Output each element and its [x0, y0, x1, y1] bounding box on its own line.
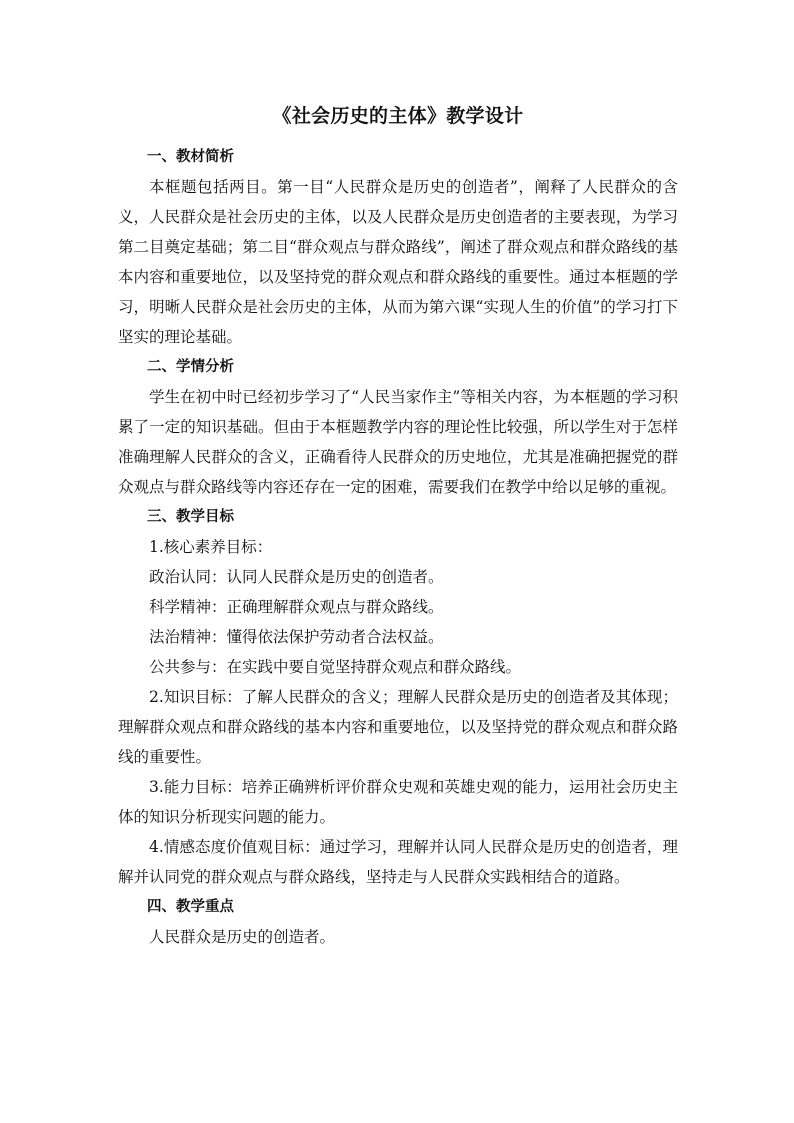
core-item-political: 政治认同：认同人民群众是历史的创造者。 — [149, 568, 444, 586]
section-heading-student-analysis: 二、学情分析 — [147, 358, 234, 375]
section-heading-key-points: 四、教学重点 — [147, 898, 234, 915]
core-literacy-label: 1.核心素养目标： — [149, 538, 273, 556]
core-item-science: 科学精神：正确理解群众观点与群众路线。 — [149, 598, 444, 616]
section-heading-textbook-analysis: 一、教材简析 — [147, 148, 234, 165]
textbook-analysis-paragraph: 本框题包括两目。第一目“人民群众是历史的创造者”，阐释了人民群众的含义，人民群众是社会历史的主体，以及人民群众是历史创造者的主要表现，为学习第二目奠定基础；第二目“群众观点与群众路线”，阐述了群众观点和群众路线的基本内容和重要地位，以及坚持党的群众观点和群众路线的重要性。通过本框题的学习，明晰人民群众是社会历史的主体，从而为第六课“实现人生的价值”的学习打下坚实的理论基础。 — [118, 178, 678, 346]
section-heading-teaching-goals: 三、教学目标 — [147, 508, 234, 525]
core-item-law: 法治精神：懂得依法保护劳动者合法权益。 — [149, 628, 444, 646]
key-points-paragraph: 人民群众是历史的创造者。 — [149, 928, 336, 946]
core-item-public: 公共参与：在实践中要自觉坚持群众观点和群众路线。 — [149, 658, 522, 676]
ability-goal-paragraph: 3.能力目标：培养正确辨析评价群众史观和英雄史观的能力，运用社会历史主体的知识分析现实问题的能力。 — [118, 778, 678, 826]
document-page — [118, 96, 678, 952]
knowledge-goal-paragraph: 2.知识目标：了解人民群众的含义；理解人民群众是历史的创造者及其体现；理解群众观点和群众路线的基本内容和重要地位，以及坚持党的群众观点和群众路线的重要性。 — [118, 688, 678, 766]
student-analysis-paragraph: 学生在初中时已经初步学习了“人民当家作主”等相关内容，为本框题的学习积累了一定的知识基础。但由于本框题教学内容的理论性比较强，所以学生对于怎样准确理解人民群众的含义，正确看待人民群众的历史地位，尤其是准确把握党的群众观点与群众路线等内容还存在一定的困难，需要我们在教学中给以足够的重视。 — [118, 388, 678, 496]
emotion-goal-paragraph: 4.情感态度价值观目标：通过学习，理解并认同人民群众是历史的创造者，理解并认同党的群众观点与群众路线，坚持走与人民群众实践相结合的道路。 — [118, 838, 678, 886]
document-title: 《社会历史的主体》教学设计 — [272, 105, 524, 127]
